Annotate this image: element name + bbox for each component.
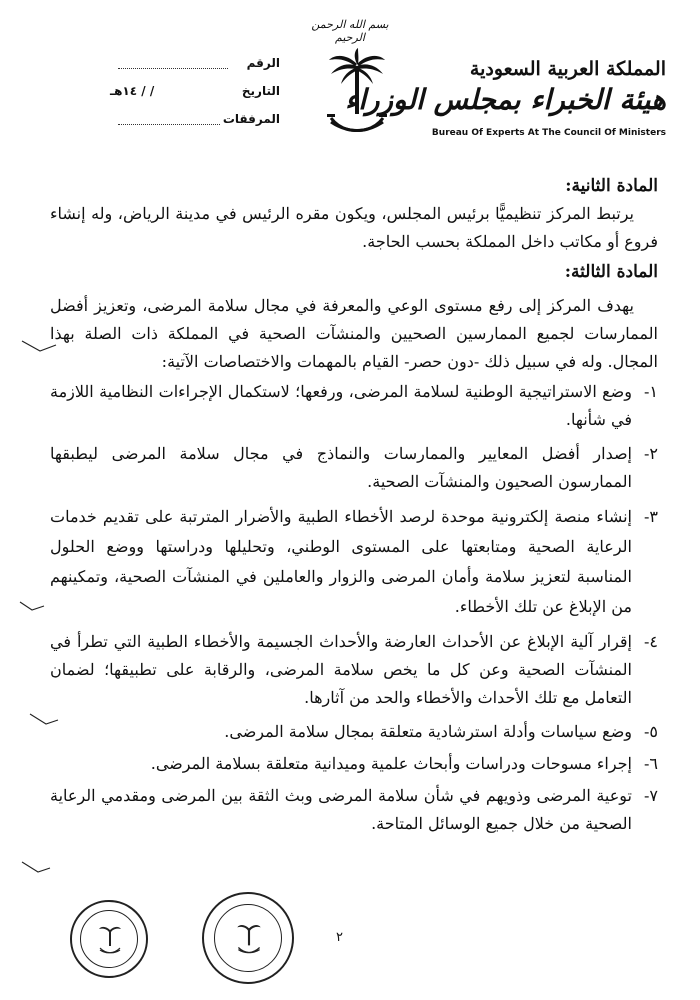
seal-right: [202, 892, 294, 984]
list-item: [50, 718, 658, 746]
pen-check-mark: [20, 335, 60, 359]
item-text: وضع سياسات وأدلة استرشادية متعلقة بمجال سلامة المرضى.: [224, 722, 632, 741]
list-item: [50, 440, 658, 496]
date-value: / / ١٤هـ: [110, 84, 155, 98]
number-label: الرقم: [246, 56, 280, 70]
item-text: إجراء مسوحات ودراسات وأبحاث علمية وميدانية متعلقة بسلامة المرضى.: [150, 754, 632, 773]
attachments-label: المرفقات: [222, 112, 280, 126]
item-number: ٧-: [644, 786, 658, 805]
number-line: [118, 68, 228, 69]
pen-tick-mark: [20, 858, 54, 880]
article2-text: يرتبط المركز تنظيميًّا برئيس المجلس، ويكون مقره الرئيس في مدينة الرياض، وله إنشاء فروع أو مكاتب داخل المملكة بحسب الحاجة.: [50, 204, 658, 251]
list-item: [50, 502, 658, 622]
item-text: وضع الاستراتيجية الوطنية لسلامة المرضى، ورفعها؛ لاستكمال الإجراءات النظامية اللازمة في شأنها.: [50, 382, 632, 429]
list-item: [50, 750, 658, 778]
item-number: ٣-: [644, 507, 658, 526]
article3-intro: يهدف المركز إلى رفع مستوى الوعي والمعرفة في مجال سلامة المرضى، وتعزيز أفضل الممارسات لجميع الممارسين الصحيين والمنشآت الصحية في المملكة ذات الصلة بهذا المجال. وله في سبيل ذلك -دون حصر- القيام بالمهمات والاختصاصات الآتية:: [50, 296, 658, 371]
document-body: [50, 172, 658, 838]
pen-tick-mark: [28, 710, 62, 732]
pen-tick-mark: [18, 598, 48, 616]
org-name-ar: هيئة الخبراء بمجلس الوزراء: [345, 83, 666, 116]
item-text: توعية المرضى وذويهم في شأن سلامة المرضى وبث الثقة بين المرضى ومقدمي الرعاية الصحية من خلال جميع الوسائل المتاحة.: [50, 786, 632, 833]
org-country: المملكة العربية السعودية: [469, 58, 666, 80]
page-number: ٢: [336, 930, 343, 945]
item-text: إصدار أفضل المعايير والممارسات والنماذج في مجال سلامة المرضى ليطبقها الممارسون الصحيون والمنشآت الصحية.: [50, 444, 632, 491]
item-text: إنشاء منصة إلكترونية موحدة لرصد الأخطاء الطبية والأضرار المترتبة على تقديم خدمات الرعاية الصحية ومتابعتها على المستوى الوطني، وتحليلها ودراستها ووضع الحلول المناسبة لتعزيز سلامة وأمان المرضى والزوار والعاملين في المنشآت الصحية، وتمكينهم من الإبلاغ عن تلك الأخطاء.: [50, 507, 633, 616]
item-number: ١-: [644, 382, 658, 401]
item-text: إقرار آلية الإبلاغ عن الأحداث العارضة والأحداث الجسيمة والأخطاء الطبية التي تطرأ في المنشآت الصحية وعن كل ما يخص سلامة المرضى، والرقابة على تطبيقها؛ لضمان التعامل مع تلك الأحداث والأخطاء والحد من آثارها.: [50, 632, 632, 707]
article3-heading: المادة الثالثة:: [564, 262, 658, 282]
item-number: ٦-: [644, 754, 658, 773]
seal-emblem-icon: [98, 924, 122, 956]
list-item: [50, 378, 658, 434]
item-number: ٥-: [644, 722, 658, 741]
org-name-en: Bureau Of Experts At The Council Of Ministers: [431, 128, 666, 138]
list-item: [50, 628, 658, 712]
date-label: التاريخ: [241, 84, 280, 98]
basmala: بسم الله الرحمن الرحيم: [311, 18, 389, 44]
seal-emblem-icon: [236, 922, 262, 956]
article2-heading: المادة الثانية:: [565, 176, 658, 196]
item-number: ٢-: [644, 444, 658, 463]
attachments-line: [118, 124, 220, 125]
item-number: ٤-: [644, 632, 658, 651]
list-item: [50, 782, 658, 838]
seal-left: [70, 900, 148, 978]
